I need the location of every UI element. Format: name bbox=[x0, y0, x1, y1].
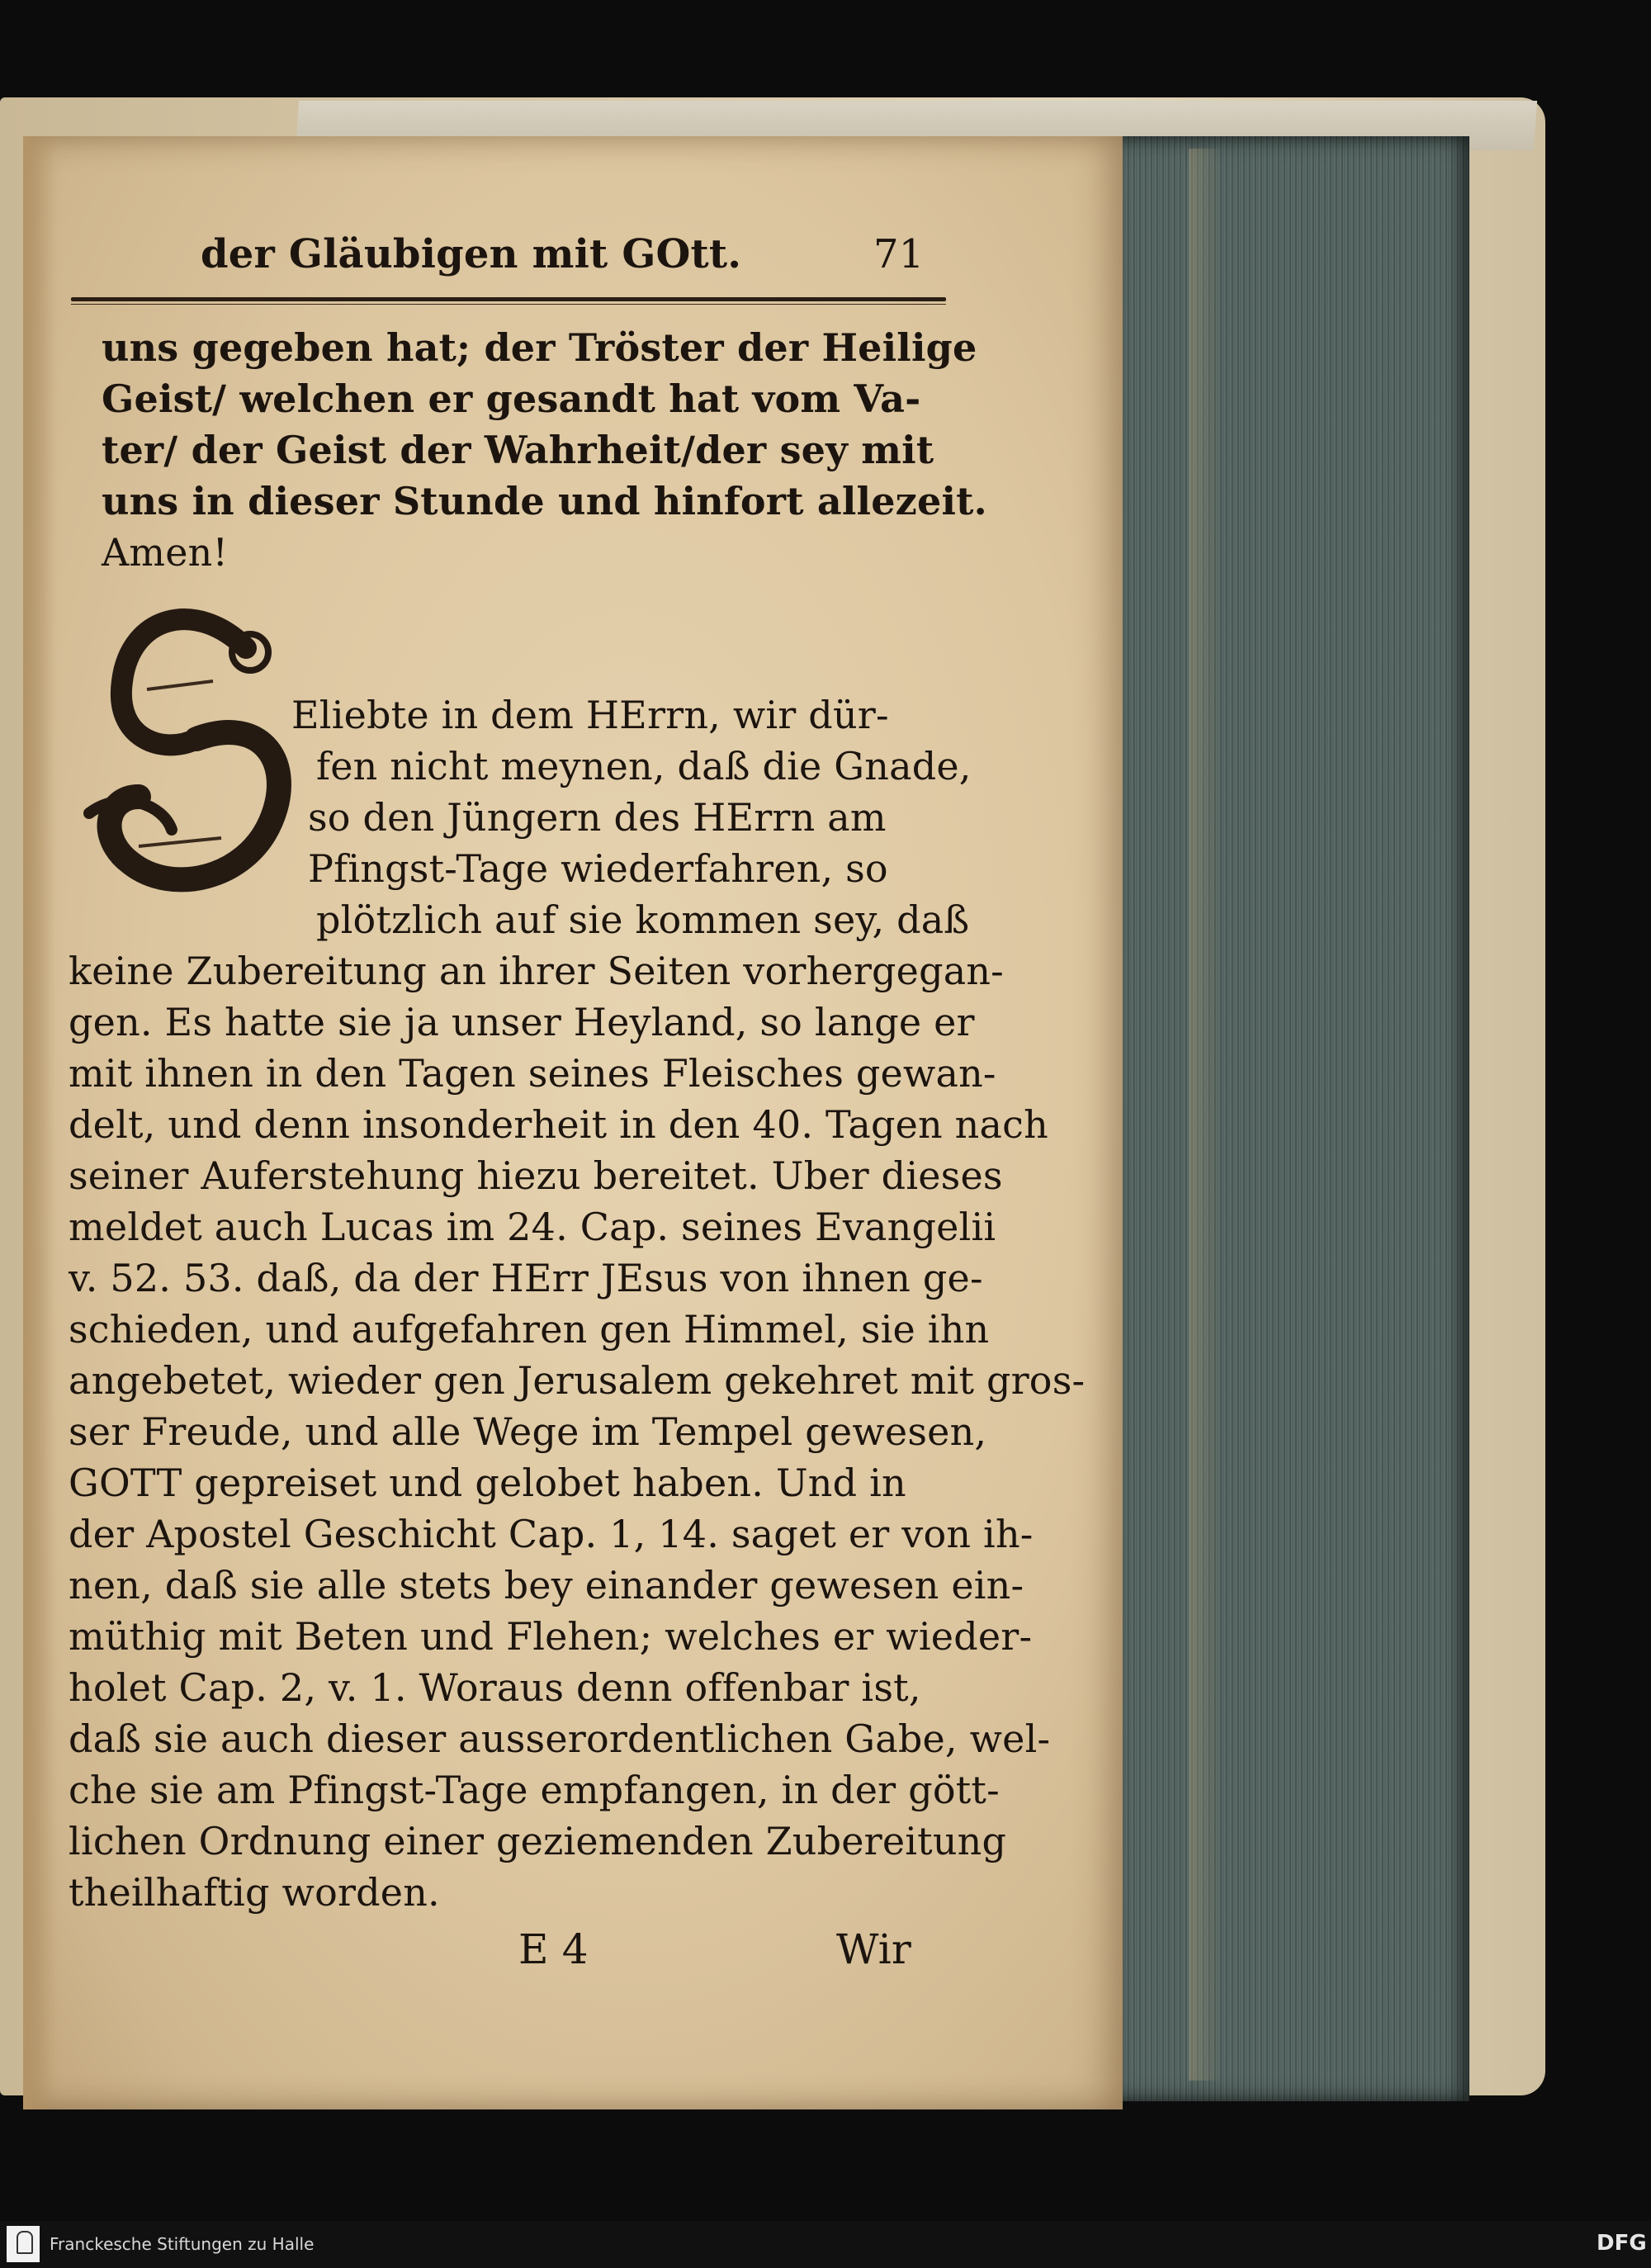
text-line: theilhaftig worden. bbox=[69, 1870, 440, 1915]
text-line: schieden, und aufgefahren gen Himmel, sie ihn bbox=[69, 1307, 990, 1352]
page-number: 71 bbox=[873, 231, 925, 277]
head-rule bbox=[71, 297, 946, 301]
text-line: uns gegeben hat; der Tröster der Heilige bbox=[102, 325, 977, 370]
text-line: gen. Es hatte sie ja unser Heyland, so lange er bbox=[69, 1000, 975, 1044]
page-gutter bbox=[23, 136, 56, 2109]
text-line: lichen Ordnung einer geziemenden Zubereitung bbox=[69, 1819, 1007, 1863]
text-line: Geist/ welchen er gesandt hat vom Va- bbox=[102, 376, 921, 421]
text-line: plötzlich auf sie kommen sey, daß bbox=[316, 897, 970, 942]
text-line: Eliebte in dem HErrn, wir dür- bbox=[291, 693, 889, 737]
text-line: angebetet, wieder gen Jerusalem gekehret mit gros- bbox=[69, 1358, 1086, 1403]
text-line: Pfingst-Tage wiederfahren, so bbox=[308, 846, 888, 891]
running-head: der Gläubigen mit GOtt. bbox=[201, 231, 742, 277]
text-line: delt, und denn insonderheit in den 40. Tagen nach bbox=[69, 1102, 1048, 1147]
viewer-footer bbox=[0, 2221, 1651, 2268]
text-line: fen nicht meynen, daß die Gnade, bbox=[316, 744, 972, 788]
text-line: uns in dieser Stunde und hinfort allezeit. bbox=[102, 479, 987, 523]
text-line: che sie am Pfingst-Tage empfangen, in der gött- bbox=[69, 1768, 1000, 1812]
text-line: seiner Auferstehung hiezu bereitet. Uber dieses bbox=[69, 1153, 1003, 1198]
signature-mark: E 4 bbox=[518, 1925, 589, 1973]
text-line: mit ihnen in den Tagen seines Fleisches gewan- bbox=[69, 1051, 996, 1096]
fore-edge-highlight bbox=[1189, 149, 1222, 2081]
text-line: nen, daß sie alle stets bey einander gewesen ein- bbox=[69, 1563, 1024, 1607]
page-fore-edge bbox=[1090, 136, 1469, 2101]
institution-name: Franckesche Stiftungen zu Halle bbox=[50, 2234, 315, 2254]
dfg-logo: DFG bbox=[1597, 2231, 1647, 2256]
text-line: Amen! bbox=[102, 530, 229, 575]
decorated-initial bbox=[73, 599, 320, 912]
text-line: daß sie auch dieser ausserordentlichen Gabe, wel- bbox=[69, 1716, 1051, 1761]
text-line: v. 52. 53. daß, da der HErr JEsus von ihnen ge- bbox=[69, 1256, 983, 1300]
text-line: keine Zubereitung an ihrer Seiten vorhergegan- bbox=[69, 949, 1004, 993]
catchword: Wir bbox=[836, 1925, 912, 1973]
text-line: holet Cap. 2, v. 1. Woraus denn offenbar ist, bbox=[69, 1665, 921, 1710]
text-line: ser Freude, und alle Wege im Tempel gewesen, bbox=[69, 1409, 987, 1454]
text-line: müthig mit Beten und Flehen; welches er wieder- bbox=[69, 1614, 1033, 1659]
text-line: meldet auch Lucas im 24. Cap. seines Evangelii bbox=[69, 1205, 996, 1249]
institution-logo-icon bbox=[7, 2226, 40, 2262]
text-line: der Apostel Geschicht Cap. 1, 14. saget er von ih- bbox=[69, 1512, 1034, 1556]
text-line: so den Jüngern des HErrn am bbox=[308, 795, 887, 840]
text-line: ter/ der Geist der Wahrheit/der sey mit bbox=[102, 428, 934, 472]
text-line: GOTT gepreiset und gelobet haben. Und in bbox=[69, 1461, 906, 1505]
head-rule-thin bbox=[71, 304, 946, 305]
book-page bbox=[23, 136, 1123, 2109]
initial-letter: G bbox=[193, 807, 200, 816]
